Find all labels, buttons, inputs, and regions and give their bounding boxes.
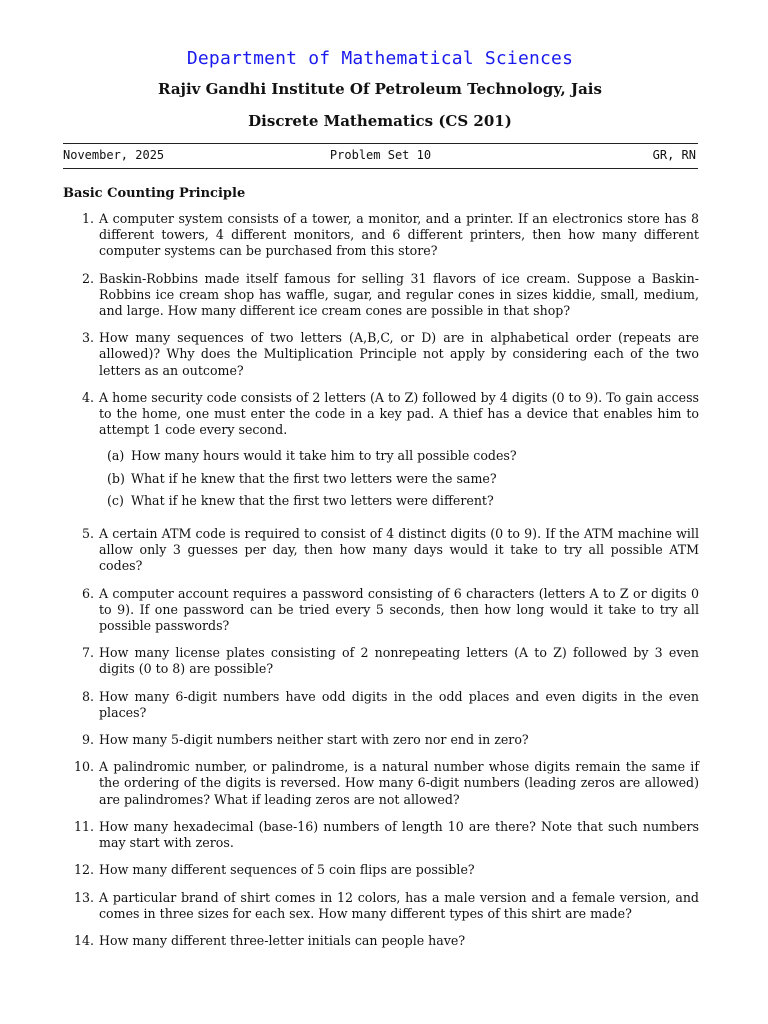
problem-set-label: Problem Set 10 xyxy=(329,148,432,162)
question-body xyxy=(99,645,699,677)
question-body xyxy=(99,586,699,635)
question-text: A palindromic number, or palindrome, is a natural number whose digits remain the same if the ordering of the digits is reversed. How many 6-digit numbers (leading zeros are allowed) are palindromes? What if leading zeros are not allowed? xyxy=(99,759,699,807)
subquestion-label: (a) xyxy=(107,448,125,464)
question-item xyxy=(63,211,703,260)
question-number: 9. xyxy=(81,732,94,748)
subquestion-item xyxy=(99,448,699,464)
section-heading: Basic Counting Principle xyxy=(63,186,246,201)
question-text: How many sequences of two letters (A,B,C, or D) are in alphabetical order (repeats are allowed)? Why does the Multiplication Principle not apply by considering each of the two letters as an outcome? xyxy=(99,330,699,378)
question-body xyxy=(99,732,699,748)
question-item xyxy=(63,890,703,922)
header-top-rule xyxy=(63,143,698,144)
question-item xyxy=(63,330,703,379)
subquestion-list xyxy=(99,448,699,509)
subquestion-item xyxy=(99,471,699,487)
question-body xyxy=(99,526,699,575)
question-text: A computer system consists of a tower, a monitor, and a printer. If an electronics store has 8 different towers, 4 different monitors, and 6 different printers, then how many different computer systems can be purchased from this store? xyxy=(99,211,699,259)
question-number: 7. xyxy=(81,645,94,661)
question-text: How many 6-digit numbers have odd digits in the odd places and even digits in the even places? xyxy=(99,688,699,720)
question-text: Baskin-Robbins made itself famous for selling 31 flavors of ice cream. Suppose a Baskin-Robbins ice cream shop has waffle, sugar, and regular cones in sizes kiddie, small, medium, and large. How many different ice cream cones are possible in that shop? xyxy=(99,270,699,319)
question-item xyxy=(63,586,703,635)
question-item xyxy=(63,759,703,808)
question-number: 3. xyxy=(81,330,94,346)
question-item xyxy=(63,862,703,878)
question-item xyxy=(63,732,703,748)
question-text: A particular brand of shirt comes in 12 colors, has a male version and a female version, and comes in three sizes for each sex. How many different types of this shirt are made? xyxy=(99,889,699,921)
subquestion-text: What if he knew that the first two letters were different? xyxy=(131,492,494,508)
question-item xyxy=(63,933,703,949)
question-body xyxy=(99,759,699,808)
question-item xyxy=(63,645,703,677)
question-item xyxy=(63,526,703,575)
subquestion-item xyxy=(99,493,699,509)
question-number: 11. xyxy=(73,818,94,834)
question-number: 1. xyxy=(81,211,94,226)
question-body xyxy=(99,933,699,949)
question-text: How many different three-letter initials can people have? xyxy=(99,932,466,948)
question-item xyxy=(63,819,703,851)
question-item xyxy=(63,689,703,721)
subquestion-label: (c) xyxy=(107,492,124,508)
question-number: 2. xyxy=(81,270,94,286)
question-number: 4. xyxy=(81,389,94,405)
date-text: November, 2025 xyxy=(63,148,165,162)
question-body xyxy=(99,819,699,851)
question-text: How many hexadecimal (base-16) numbers of length 10 are there? Note that such numbers may start with zeros. xyxy=(99,818,699,851)
question-number: 6. xyxy=(81,585,94,601)
question-body xyxy=(99,862,699,878)
subquestion-label: (b) xyxy=(107,470,125,486)
question-text: How many different sequences of 5 coin flips are possible? xyxy=(99,862,475,878)
question-number: 14. xyxy=(73,932,94,948)
header-bottom-rule xyxy=(63,168,698,169)
question-number: 13. xyxy=(73,889,94,905)
question-number: 8. xyxy=(81,688,94,704)
question-number: 12. xyxy=(73,862,94,878)
question-body xyxy=(99,689,699,721)
authors-text: GR, RN xyxy=(652,148,696,162)
question-number: 5. xyxy=(81,526,94,542)
question-text: A computer account requires a password consisting of 6 characters (letters A to Z or digits 0 to 9). If one password can be tried every 5 seconds, then how long would it take to try all possible passwords? xyxy=(99,585,699,634)
question-text: How many license plates consisting of 2 nonrepeating letters (A to Z) followed by 3 even digits (0 to 8) are possible? xyxy=(99,645,699,677)
question-number: 10. xyxy=(73,759,94,775)
subquestion-text: How many hours would it take him to try all possible codes? xyxy=(131,448,517,464)
institute-name: Rajiv Gandhi Institute Of Petroleum Technology, Jais xyxy=(158,80,602,98)
meta-row xyxy=(63,148,698,164)
question-body xyxy=(99,271,699,320)
question-item xyxy=(63,390,703,515)
question-body xyxy=(99,390,699,515)
question-body xyxy=(99,211,699,260)
question-text: How many 5-digit numbers neither start with zero nor end in zero? xyxy=(99,732,529,748)
question-list xyxy=(63,211,703,960)
question-body xyxy=(99,890,699,922)
question-text: A certain ATM code is required to consist of 4 distinct digits (0 to 9). If the ATM machine will allow only 3 guesses per day, then how many days would it take to try all possible ATM codes? xyxy=(99,526,699,574)
subquestion-text: What if he knew that the first two letters were the same? xyxy=(131,470,497,486)
question-text: A home security code consists of 2 letters (A to Z) followed by 4 digits (0 to 9). To gain access to the home, one must enter the code in a key pad. A thief has a device that enables him to attempt 1 code every second. xyxy=(99,389,699,438)
question-item xyxy=(63,271,703,320)
course-title: Discrete Mathematics (CS 201) xyxy=(248,112,512,130)
question-body xyxy=(99,330,699,379)
department-title: Department of Mathematical Sciences xyxy=(186,48,574,69)
